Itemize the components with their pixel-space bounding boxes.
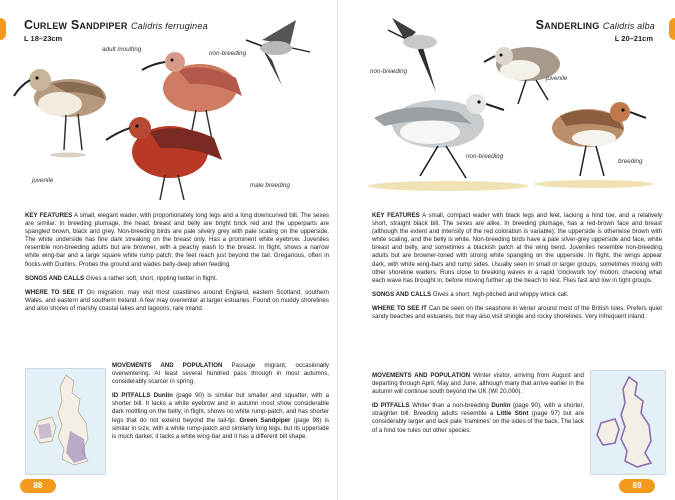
songs-and-calls: SONGS AND CALLS Gives a short, high-pitched and whippy whick call. [372, 290, 569, 298]
species-text-bottom [372, 372, 584, 441]
label-adult-moulting: adult moulting [102, 46, 142, 53]
page-number: 88 [20, 479, 56, 493]
species-name: Curlew Sandpiper [24, 18, 128, 32]
range-map-icon [590, 370, 666, 475]
label-male-breeding: male breeding [250, 182, 290, 189]
non-breeding-bird [368, 94, 528, 191]
adult-moulting-bird [142, 52, 242, 140]
label-juvenile: juvenile [546, 75, 568, 82]
species-scientific-name: Calidris alba [602, 21, 655, 31]
right-page [338, 0, 675, 500]
label-non-breeding: non-breeding [209, 50, 247, 57]
sanderling-illustration [338, 0, 675, 205]
id-pitfalls: ID PITFALLS Dunlin (page 90) is similar but smaller and squatter, with a shorter bill. It lacks a white eyebrow and in autumn most show considerable dark mottling on the belly; in flight, shows no white rump-patch, and has shorter legs that do not extend beyond the tail-tip. Green Sandpiper (page 98) is similar in size, with a white rump-patch and similarly long legs, but its upperside is much darker, it lacks a white wing-bar and it has a different bill shape. [112, 392, 330, 440]
species-length: L 18–23cm [24, 34, 63, 43]
label-non-breeding: non-breeding [466, 153, 504, 160]
species-text-top [25, 212, 329, 319]
left-page [0, 0, 337, 500]
juvenile-bird [14, 69, 106, 158]
key-features: KEY FEATURES A small, compact wader with black legs and feet, lacking a hind toe, and a relatively short, straight black bill. The sexes are alike. In breeding plumage, has a red-brown face and breast (although the extent and intensity of the red coloration is variable); the upperside is otherwise brown with white scaling, and the belly is white. Non-breeding birds have a pale silver-grey upperside and face, white breast and belly, and sometimes a blackish patch at the wing bend. Juveniles resemble non-breeding adults but are browner-toned with strong white spangling on the upperside. In flight, the wings appear dark, with white wing-bars and rump sides. Usually seen in small or larger groups, sometimes mixing with other shoreline waders. Runs close to breaking waves in a rapid 'clockwork toy' motion, checking what each wave has brought in, before moving further up the beach to rest. Flies fast and low in tight groups. [372, 212, 662, 284]
species-text-top [372, 212, 662, 327]
label-breeding: breeding [618, 158, 643, 165]
curlew-sandpiper-illustration [0, 0, 337, 205]
page-footer [338, 476, 675, 500]
movements-and-population: MOVEMENTS AND POPULATION Passage migrant, occasionally overwintering. At least several hundred pass through in most autumns, considerably scarcer in spring. [112, 362, 329, 386]
range-map-icon [25, 368, 106, 475]
species-length: L 20–21cm [614, 34, 653, 43]
page-number: 89 [619, 479, 655, 493]
label-non-breeding-flight: non-breeding [370, 68, 408, 75]
id-pitfalls: ID PITFALLS Whiter than a non-breeding Dunlin (page 90), with a shorter, straighter bill. Breeding adults resemble a Little Stint (page 97) but are considerably larger and lack pale 'tramlines' on the sides of the back. The lack of a hind toe rules out other species. [372, 402, 584, 434]
non-breeding-flight-bird [246, 20, 310, 86]
where-to-see-it: WHERE TO SEE IT On migration, may visit most coastlines around England, eastern Scotland, southern Wales, and eastern and southern Ireland. A few may overwinter at larger estuaries. Found on muddy shorelines and also shores of marshy coastal lakes and lagoons, rare inland. [25, 288, 329, 312]
species-name: Sanderling [535, 18, 600, 32]
key-features: KEY FEATURES A small, elegant wader, with proportionately long legs and a long downcurved bill. The sexes are similar. In breeding plumage, the head, breast and belly are bright brick red and the upperparts are spangled brown, black and grey. Non-breeding birds are pale silvery grey with pale scaling on the upperside. The white underside has fine dark streaking on the breast only. Has a prominent white eyebrow. Juveniles resemble non-breeding adults but are browner, with a peachy wash to the breast. In flight, shows a narrow white wing-bar and a large square white rump patch; the feet reach just beyond the tail. Gregarious, often in flocks with Dunlins. Probes the ground and wades belly-deep when feeding. [25, 212, 330, 268]
species-scientific-name: Calidris ferruginea [130, 21, 208, 31]
page-footer [0, 476, 337, 500]
breeding-bird [534, 102, 654, 188]
movements-and-population: MOVEMENTS AND POPULATION Winter visitor, arriving from August and departing through April, May and June, although many that arrive earlier in the autumn will continue south beyond the UK (WI 20,000). [372, 372, 584, 396]
male-breeding-bird [106, 117, 222, 200]
songs-and-calls: SONGS AND CALLS Gives a rather soft, short, rippling twitter in flight. [25, 274, 218, 282]
where-to-see-it: WHERE TO SEE IT Can be seen on the seashore in winter around most of the British Isles. Prefers quiet sandy beaches and estuaries, but may also visit shingle and rocky shorelines. Very infrequent inland. [372, 304, 662, 321]
species-text-bottom [112, 362, 329, 447]
non-breeding-flight-bird [388, 18, 437, 92]
label-juvenile: juvenile [32, 177, 54, 184]
